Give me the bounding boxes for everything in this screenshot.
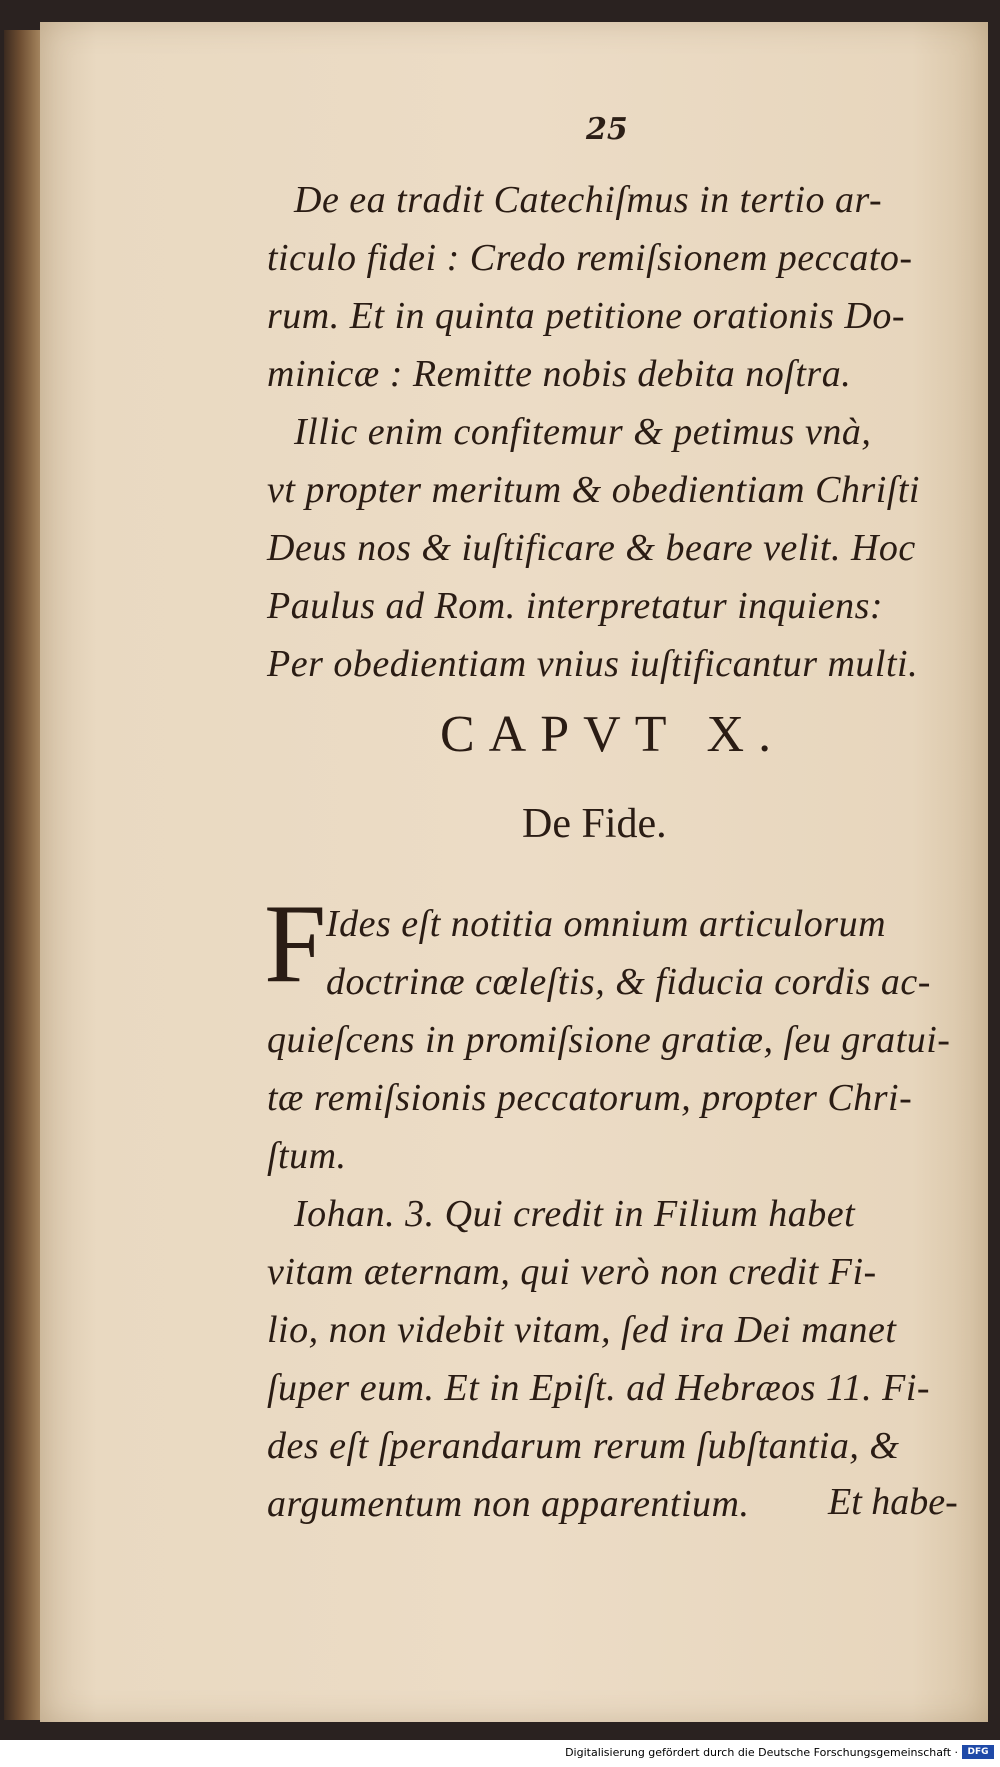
dfg-logo: DFG xyxy=(962,1745,994,1759)
footer-credit: Digitalisierung gefördert durch die Deutsche Forschungsgemeinschaft · xyxy=(565,1746,958,1759)
text-line: argumentum non apparentium. xyxy=(267,1483,750,1525)
text-line: tæ remiſsionis peccatorum, propter Chri- xyxy=(267,1077,913,1119)
drop-cap: F xyxy=(264,882,327,1006)
text-line: minicæ : Remitte nobis debita noſtra. xyxy=(267,353,852,395)
text-line: ſuper eum. Et in Epiſt. ad Hebræos 11. Fi- xyxy=(267,1367,931,1409)
catch-word: Et habe- xyxy=(828,1481,958,1523)
text-line: lio, non videbit vitam, ſed ira Dei manet xyxy=(267,1309,897,1351)
chapter-heading: CAPVT X. xyxy=(440,706,786,763)
text-line: doctrinæ cœleſtis, & fiducia cordis ac- xyxy=(326,961,931,1003)
text-line: Ides eſt notitia omnium articulorum xyxy=(326,903,887,945)
page-number: 25 xyxy=(586,112,628,147)
text-line: Paulus ad Rom. interpretatur inquiens: xyxy=(267,585,884,627)
text-line: ticulo fidei : Credo remiſsionem peccato- xyxy=(267,237,913,279)
text-line: vt propter meritum & obedientiam Chriſti xyxy=(267,469,920,511)
text-line: Illic enim confitemur & petimus vnà, xyxy=(294,411,872,453)
chapter-title: De Fide. xyxy=(522,801,667,847)
text-line: rum. Et in quinta petitione orationis Do- xyxy=(267,295,905,337)
text-line: quieſcens in promiſsione gratiæ, ſeu gratui- xyxy=(267,1019,951,1061)
text-line: des eſt ſperandarum rerum ſubſtantia, & xyxy=(267,1425,900,1467)
text-line: Per obedientiam vnius iuſtificantur multi. xyxy=(267,643,919,685)
text-line: De ea tradit Catechiſmus in tertio ar- xyxy=(294,179,883,221)
text-line: ſtum. xyxy=(267,1135,347,1177)
text-line: Iohan. 3. Qui credit in Filium habet xyxy=(294,1193,856,1235)
text-line: vitam æternam, qui verò non credit Fi- xyxy=(267,1251,877,1293)
text-line: Deus nos & iuſtificare & beare velit. Hoc xyxy=(267,527,916,569)
